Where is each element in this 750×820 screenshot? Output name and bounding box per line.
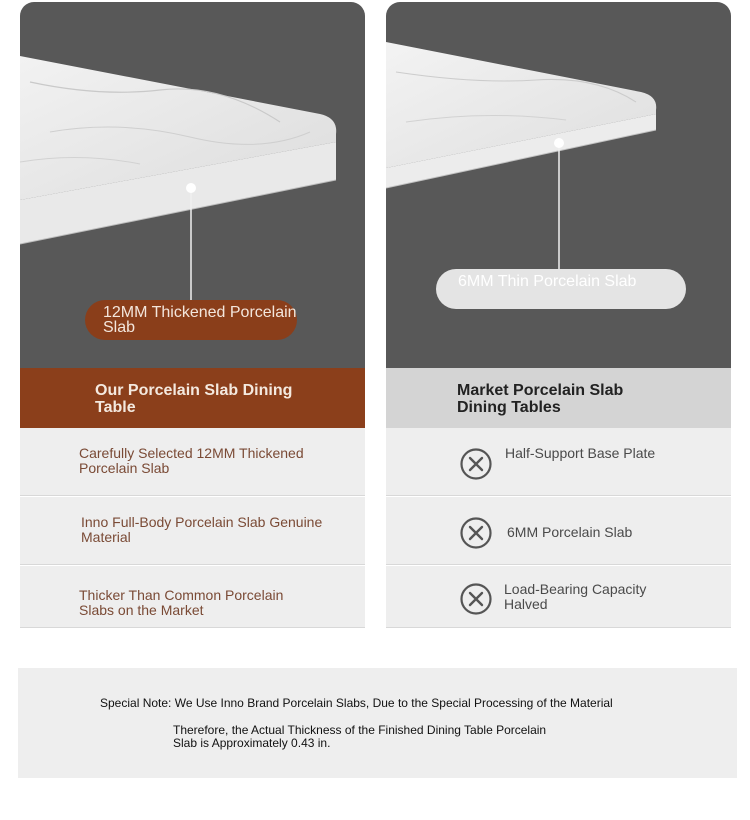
our-table-column: [20, 2, 365, 628]
feature-text: Load-Bearing Capacity Halved: [504, 581, 647, 612]
list-item: [20, 566, 365, 628]
thick-slab-callout: 12MM Thickened Porcelain Slab: [85, 300, 297, 340]
circle-x-icon: [459, 516, 493, 550]
thin-slab-photo: [386, 2, 731, 368]
list-item: [386, 497, 731, 565]
market-table-column: [386, 2, 731, 628]
thick-slab-photo: [20, 2, 365, 368]
feature-text: Carefully Selected 12MM Thickened Porcelain Slab: [79, 445, 304, 476]
feature-text: Thicker Than Common Porcelain Slabs on the Market: [79, 587, 284, 618]
circle-x-icon: [459, 582, 493, 616]
our-table-header: Our Porcelain Slab Dining Table: [20, 368, 365, 428]
list-item: [386, 566, 731, 628]
market-table-header: Market Porcelain Slab Dining Tables: [386, 368, 731, 428]
special-note-line-2: Therefore, the Actual Thickness of the Finished Dining Table Porcelain Slab is Approximately 0.43 in.: [173, 723, 547, 750]
circle-x-icon: [459, 447, 493, 481]
list-item: [20, 428, 365, 496]
feature-text: 6MM Porcelain Slab: [507, 524, 633, 540]
special-note-box: [18, 668, 737, 778]
thin-slab-illustration: [386, 2, 731, 368]
list-item: [20, 497, 365, 565]
feature-text: Inno Full-Body Porcelain Slab Genuine Material: [81, 514, 323, 545]
feature-text: Half-Support Base Plate: [505, 445, 656, 461]
special-note-line-1: Special Note: We Use Inno Brand Porcelain Slabs, Due to the Special Processing of the Material: [100, 696, 613, 710]
list-item: [386, 428, 731, 496]
thin-slab-callout: 6MM Thin Porcelain Slab: [436, 269, 686, 309]
